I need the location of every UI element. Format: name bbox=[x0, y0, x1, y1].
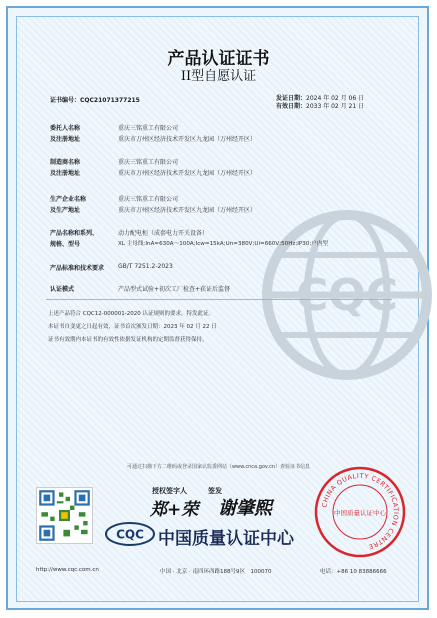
seal-center-text: 中国质量认证中心 bbox=[334, 509, 386, 517]
qr-code-icon[interactable] bbox=[36, 487, 93, 544]
expire-date: 2033 年 02 月 21 日 bbox=[306, 103, 365, 110]
issuer-label: 签发 bbox=[208, 487, 222, 495]
issue-date-label: 发证日期： bbox=[276, 95, 307, 102]
issuer-signature: 谢肇熙 bbox=[218, 498, 272, 519]
producer-address: 重庆市万州区经济技术开发区九龙园（万州经开区） bbox=[118, 207, 257, 214]
signer-signature: 郑+荣 bbox=[150, 500, 199, 520]
footer-address: 中国 · 北京 · 南四环西路188号9区 100070 bbox=[160, 569, 272, 575]
producer-address-label: 及生产地址 bbox=[50, 207, 81, 214]
official-seal-icon bbox=[314, 466, 406, 558]
cert-mode-label: 认证模式 bbox=[50, 286, 75, 293]
statement-line-1: 上述产品符合 CQC12-000001-2020 认证规则的要求，特发此证。 bbox=[48, 311, 214, 317]
footer-phone: 电话：+86 10 83886666 bbox=[320, 569, 387, 575]
seal-ring-text: CHINA QUALITY CERTIFICATION CENTRE bbox=[320, 471, 401, 551]
cqc-logo-icon bbox=[104, 521, 156, 547]
cert-number-row bbox=[50, 95, 140, 104]
divider bbox=[46, 299, 392, 300]
entrust-address-label: 及注册地址 bbox=[50, 136, 81, 143]
globe-watermark-icon bbox=[262, 210, 432, 380]
maker-address-label: 及注册地址 bbox=[50, 170, 81, 177]
statement-line-3: 证书有效期内本证书的有效性依据发证机构的定期监督获得保持。 bbox=[48, 337, 208, 343]
cert-number: CQC21071377215 bbox=[80, 97, 140, 104]
watermark-text: CQC bbox=[296, 270, 398, 321]
producer-name: 重庆三铭重工有限公司 bbox=[118, 196, 179, 203]
maker-name-label: 制造商名称 bbox=[50, 159, 81, 166]
cert-mode-value: 产品型式试验+初次工厂检查+获证后监督 bbox=[118, 286, 231, 293]
entrust-address: 重庆市万州区经济技术开发区九龙园（万州经开区） bbox=[118, 136, 257, 143]
certificate-subtitle: II型自愿认证 bbox=[180, 69, 257, 84]
expire-date-row bbox=[276, 101, 364, 110]
cert-number-label: 证书编号： bbox=[50, 97, 81, 104]
issue-date: 2024 年 02 月 06 日 bbox=[306, 95, 365, 102]
footer-website[interactable]: http://www.cqc.com.cn bbox=[36, 567, 99, 573]
producer-name-label: 生产企业名称 bbox=[50, 196, 87, 203]
entrust-name-label: 委托人名称 bbox=[50, 125, 81, 132]
product-spec: XL 主母线:InA=630A～100A;Icw=15kA;Un=380V;Ui=660V;50Hz;IP30;户内型 bbox=[118, 241, 329, 247]
standard-label: 产品标准和技术要求 bbox=[50, 265, 105, 272]
standard-value: GB/T 7251.2-2023 bbox=[118, 263, 173, 270]
maker-address: 重庆市万州区经济技术开发区九龙园（万州经开区） bbox=[118, 170, 257, 177]
maker-name: 重庆三铭重工有限公司 bbox=[118, 159, 179, 166]
entrust-name: 重庆三铭重工有限公司 bbox=[118, 125, 179, 132]
logo-text: CQC bbox=[116, 527, 144, 542]
org-name: 中国质量认证中心 bbox=[158, 529, 294, 549]
expire-date-label: 有效日期： bbox=[276, 103, 307, 110]
product-label-line2: 规格、型号 bbox=[50, 241, 81, 248]
statement-line-2: 本证书自变更之日起有效，证书首次颁发日期：2023 年 02 月 22 日 bbox=[48, 324, 217, 330]
product-label-line1: 产品名称和系列、 bbox=[50, 230, 99, 237]
qr-verify-hint: 可通过扫描下方二维码或登录国家认监委网站（www.cnca.gov.cn）查验证书信息 bbox=[126, 464, 311, 470]
signer-label: 授权签字人 bbox=[152, 487, 187, 495]
product-name: 动力配电柜（成套电力开关设备） bbox=[118, 230, 209, 237]
certificate-title: 产品认证证书 bbox=[167, 49, 270, 69]
